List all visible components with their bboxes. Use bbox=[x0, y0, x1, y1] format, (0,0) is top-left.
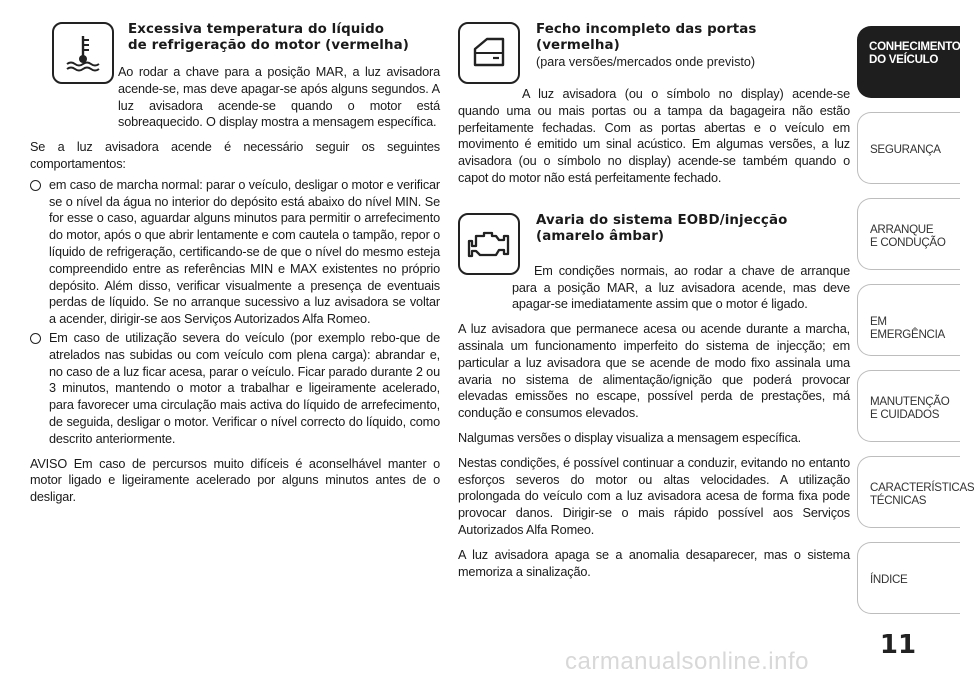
coolant-bullet-list bbox=[30, 177, 440, 448]
list-item: Em caso de utilização severa do veículo (por exemplo rebo-que de atrelados nas subidas ou com veículo com plena carga): abrandar e, no caso de a luz ficar acesa, parar o veículo. Ficar parado durante 2 ou 3 minutos, mantendo o motor a trabalhar e ligeiramente acelerado, para favorecer uma circulação mais activa do líquido de arrefecimento, de seguida, desligar o motor. Verificar o nível correcto do líquido, como descrito anteriormente. bbox=[30, 330, 440, 448]
door-subtitle: (para versões/mercados onde previsto) bbox=[536, 55, 756, 69]
left-column bbox=[30, 22, 440, 506]
eobd-title-line1: Avaria do sistema EOBD/injecção bbox=[536, 212, 788, 228]
list-item: em caso de marcha normal: parar o veículo, desligar o motor e verificar se o nível da água no interior do depósito está abaixo do nível MIN. Se for esse o caso, aguardar alguns minutos para permitir o arrefecimento do motor, após o que abrir lentamente e com cautela o tampão, repor o líquido de refrigeração, certificando-se de que o nível do mesmo esteja compreendido entre as referências MIN e MAX existentes no próprio depósito. Além disso, verificar visualmente a presença de eventuais perdas de líquido. Se no arranque sucessivo a luz avisadora se voltar a acender, dirigir-se aos Serviços Autorizados Alfa Romeo. bbox=[30, 177, 440, 328]
eobd-para4: Nestas condições, é possível continuar a conduzir, evitando no entanto esforços severos do motor ou altas velocidades. A utilização prolongada do veículo com a luz avisadora acesa de forma fixa pode provocar danos. Dirigir-se o mais rápido possível aos Serviços Autorizados Alfa Romeo. bbox=[458, 455, 850, 537]
coolant-para2: Se a luz avisadora acende é necessário seguir os seguintes comportamentos: bbox=[30, 140, 440, 171]
eobd-section-title bbox=[536, 213, 850, 245]
door-section-title bbox=[536, 22, 850, 54]
tab-seguranca[interactable]: SEGURANÇA bbox=[857, 112, 960, 184]
eobd-para3: Nalgumas versões o display visualiza a mensagem específica. bbox=[458, 430, 802, 445]
section-title-line1: Excessiva temperatura do líquido bbox=[128, 22, 385, 37]
tab-manutencao[interactable]: MANUTENÇÃO E CUIDADOS bbox=[857, 370, 960, 442]
eobd-intro: Em condições normais, ao rodar a chave de arranque para a posição MAR, a luz avisadora acende, mas deve apagar-se imediatamente assim que o motor é ligado. bbox=[512, 263, 850, 312]
eobd-para5: A luz avisadora apaga se a anomalia desaparecer, mas o sistema memoriza a sinalização. bbox=[458, 547, 850, 579]
tab-caracteristicas[interactable]: CARACTERÍSTICAS TÉCNICAS bbox=[857, 456, 960, 528]
eobd-title-line2: (amarelo âmbar) bbox=[536, 228, 665, 244]
door-section-header bbox=[458, 22, 850, 84]
section-title bbox=[128, 22, 440, 54]
coolant-intro: Ao rodar a chave para a posição MAR, a luz avisadora acende-se, mas deve apagar-se após alguns segundos. A luz avisadora acende-se quando o motor está sobreaquecido. O display mostra a mensagem específica. bbox=[118, 65, 440, 130]
tab-indice[interactable]: ÍNDICE bbox=[857, 542, 960, 614]
bullet-circle-icon bbox=[30, 333, 41, 344]
engine-check-icon bbox=[458, 213, 520, 275]
door-title-line2: (vermelha) bbox=[536, 38, 620, 53]
open-door-icon bbox=[458, 22, 520, 84]
right-column bbox=[458, 22, 850, 580]
eobd-para2: A luz avisadora que permanece acesa ou acende durante a marcha, assinala um funcionamento imperfeito do sistema de injecção; em particular a luz avisadora que se acende de modo fixo assinala uma avaria no sistema de alimentação/ignição que poderá provocar elevadas emissões no escape, possível perda de prestações, má condução e consumos elevados. bbox=[458, 322, 850, 421]
bullet-circle-icon bbox=[30, 180, 41, 191]
section-title-line2: de refrigeração do motor (vermelha) bbox=[128, 38, 409, 53]
door-body: A luz avisadora (ou o símbolo no display) acende-se quando uma ou mais portas ou a tampa da bagageira não estão perfeitamente fechadas. Com as portas abertas e o veículo em movimento é emitido um sinal acústico. Em algumas versões, a luz avisadora (ou o símbolo no display) acende-se também quando o capot do motor não está perfeitamente fechado. bbox=[458, 87, 850, 185]
tab-emergencia[interactable]: EM EMERGÊNCIA bbox=[857, 284, 960, 356]
page-number: 11 bbox=[879, 630, 917, 660]
tab-conhecimento[interactable]: CONHECIMENTO DO VEÍCULO bbox=[857, 26, 960, 98]
door-title-line1: Fecho incompleto das portas bbox=[536, 22, 757, 37]
coolant-temperature-icon bbox=[52, 22, 114, 84]
aviso-paragraph: AVISO Em caso de percursos muito difíceis é aconselhável manter o motor ligado e ligeiramente acelerado por alguns minutos antes de o desligar. bbox=[30, 456, 440, 505]
chapter-sidebar bbox=[857, 26, 974, 616]
tab-arranque[interactable]: ARRANQUE E CONDUÇÃO bbox=[857, 198, 960, 270]
watermark: carmanualsonline.info bbox=[565, 648, 809, 675]
